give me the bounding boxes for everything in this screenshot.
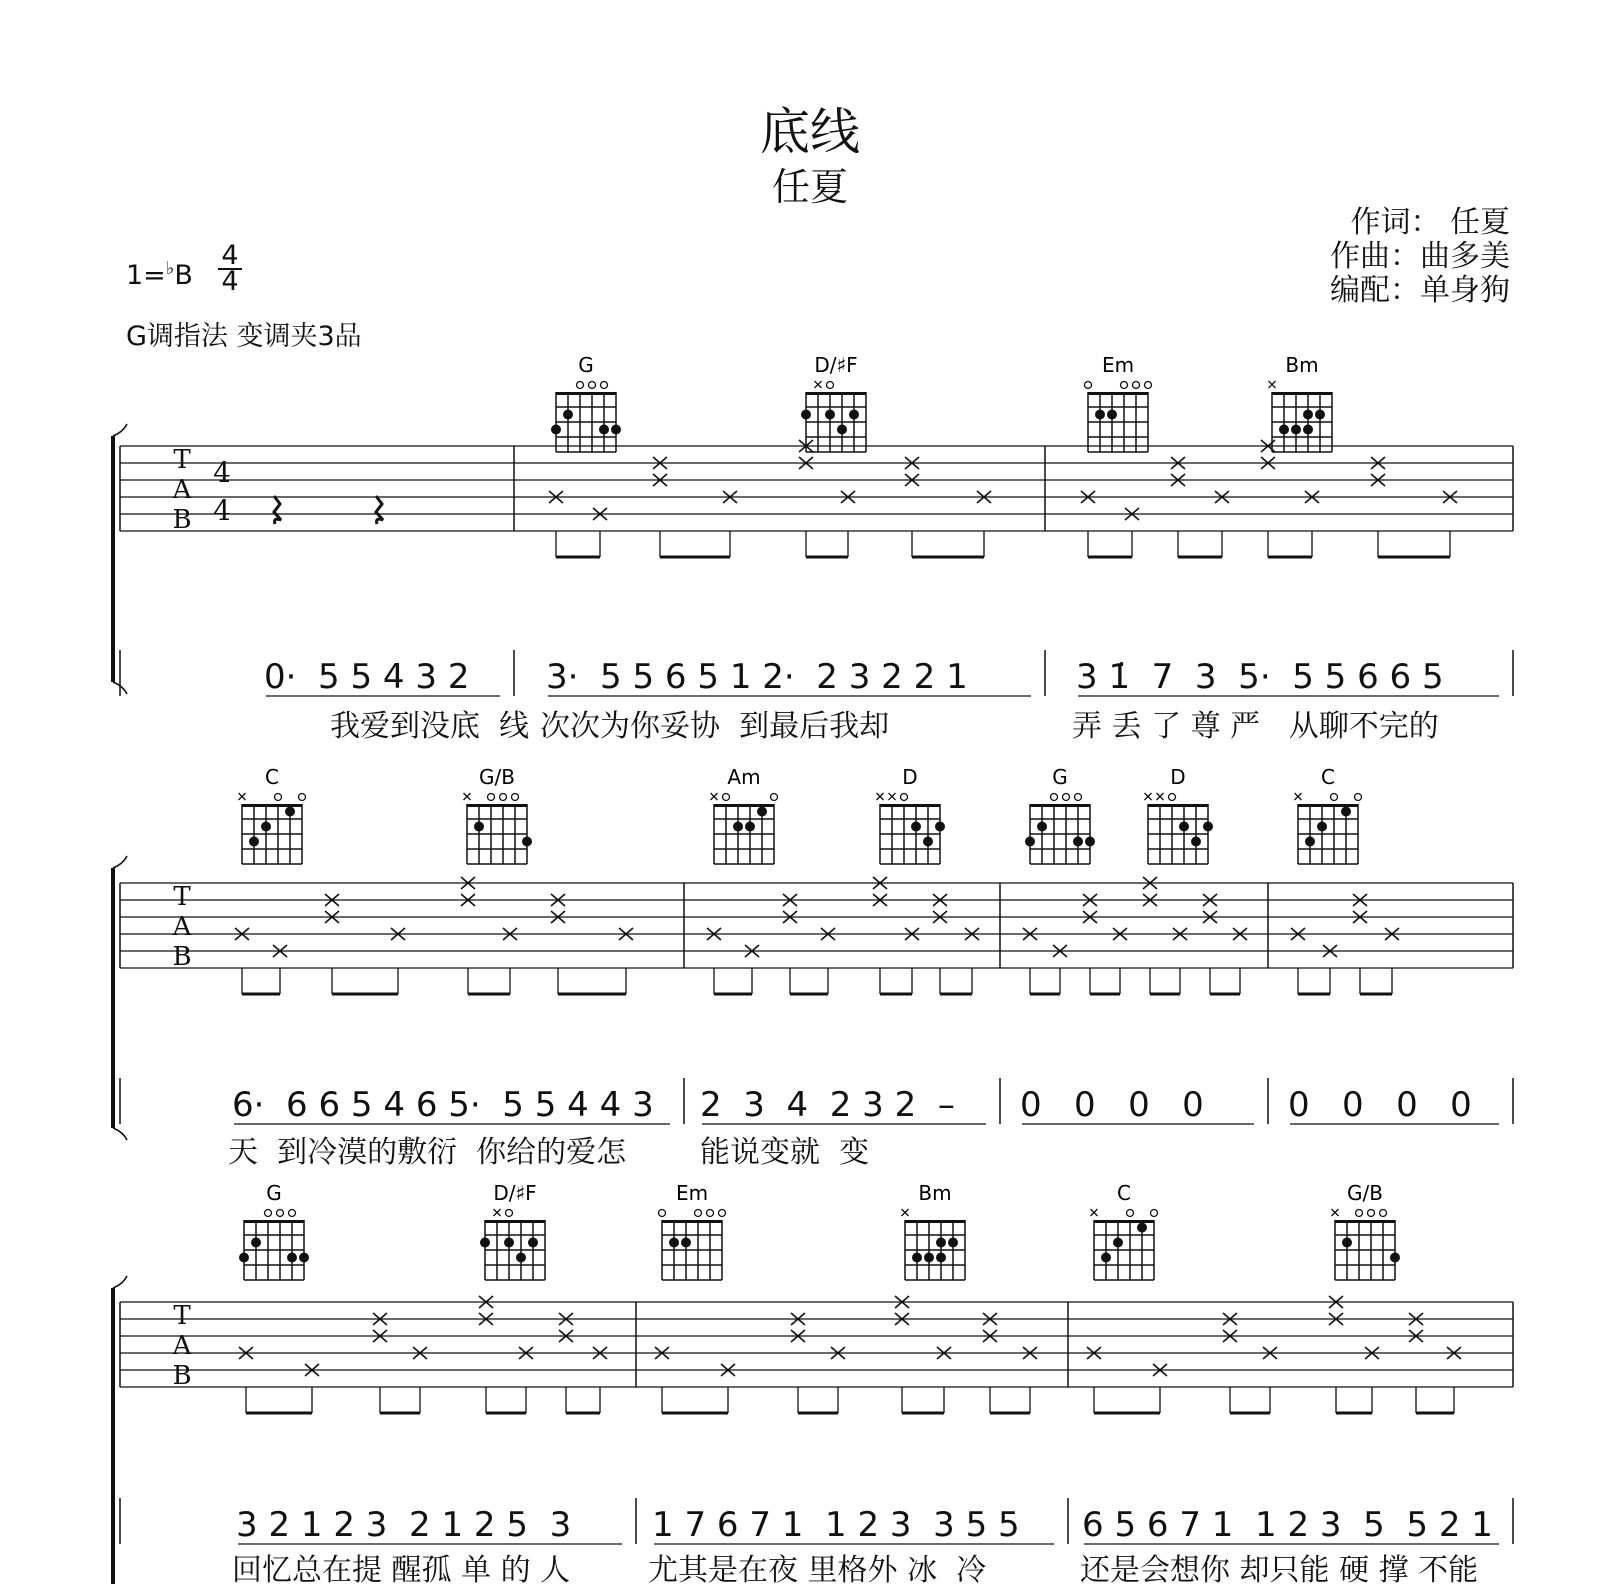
finger-dot — [1095, 410, 1105, 420]
open-string-mark — [1368, 1210, 1375, 1217]
open-string-mark — [488, 794, 495, 801]
finger-dot — [1303, 410, 1313, 420]
finger-dot — [1305, 837, 1315, 847]
open-string-mark — [771, 794, 778, 801]
open-string-mark — [901, 794, 908, 801]
open-string-mark — [695, 1210, 702, 1217]
chord-nut — [467, 804, 527, 807]
lyricist-credit: 作词： 任夏 — [1350, 205, 1510, 240]
finger-dot — [681, 1238, 691, 1248]
finger-dot — [1315, 410, 1325, 420]
numbered-notation: 3· 5 5 6 5 1 2· 2 3 2 2 1 — [546, 657, 968, 697]
open-string-mark — [299, 794, 306, 801]
open-string-mark — [1169, 794, 1176, 801]
tab-clef-letter: A — [172, 912, 192, 942]
chord-nut — [714, 804, 774, 807]
open-string-mark — [1145, 382, 1152, 389]
finger-dot — [1037, 822, 1047, 832]
finger-dot — [1341, 807, 1351, 817]
finger-dot — [480, 1238, 490, 1248]
open-string-mark — [659, 1210, 666, 1217]
numbered-notation: 3 1̇ 7 3 5· 5 5 6 6 5 — [1076, 657, 1444, 697]
capo-instruction: G调指法 变调夹3品 — [126, 321, 362, 352]
key-note: B — [174, 260, 193, 291]
chord-nut — [662, 1220, 722, 1223]
numbered-notation: 2 3 4 2 3 2 – — [700, 1085, 955, 1125]
finger-dot — [924, 1253, 934, 1263]
lyric-line: 回忆总在提 醒孤 单 的 人 — [232, 1553, 571, 1584]
open-string-mark — [265, 1210, 272, 1217]
finger-dot — [935, 822, 945, 832]
tab-clef-letter: A — [172, 1331, 192, 1361]
chord-nut — [1272, 392, 1332, 395]
numbered-notation: 0 0 0 0 — [1288, 1085, 1472, 1125]
open-string-mark — [719, 1210, 726, 1217]
time-top: 4 — [221, 240, 239, 271]
open-string-mark — [1127, 1210, 1134, 1217]
finger-dot — [239, 1253, 249, 1263]
tab-clef-letter: A — [172, 475, 192, 505]
tab-clef-letter: B — [172, 942, 192, 972]
chord-nut — [1094, 1220, 1154, 1223]
open-string-mark — [1085, 382, 1092, 389]
chord-nut — [1088, 392, 1148, 395]
chord-nut — [905, 1220, 965, 1223]
arranger-credit: 编配：单身狗 — [1330, 273, 1510, 308]
chord-name: G/B — [1347, 1181, 1383, 1205]
bracket-curl — [113, 856, 127, 868]
open-string-mark — [1133, 382, 1140, 389]
bracket-curl — [113, 1276, 127, 1288]
finger-dot — [745, 822, 755, 832]
chord-diagram-GB — [464, 765, 533, 864]
finger-dot — [249, 837, 259, 847]
lyric-line: 还是会想你 却只能 硬 撑 不能 — [1080, 1553, 1479, 1584]
finger-dot — [504, 1238, 514, 1248]
lyric-line: 尤其是在夜 里格外 冰 冷 — [648, 1553, 987, 1584]
chord-nut — [485, 1220, 545, 1223]
open-string-mark — [589, 382, 596, 389]
chord-name: C — [1117, 1181, 1131, 1205]
open-string-mark — [506, 1210, 513, 1217]
open-string-mark — [601, 382, 608, 389]
chord-name: G/B — [479, 765, 515, 789]
finger-dot — [1025, 837, 1035, 847]
chord-nut — [244, 1220, 304, 1223]
chord-diagram-D — [877, 765, 946, 864]
song-artist: 任夏 — [771, 165, 848, 209]
open-string-mark — [1356, 1210, 1363, 1217]
chord-diagram-Em — [659, 1181, 726, 1280]
finger-dot — [825, 410, 835, 420]
chord-diagram-D — [1145, 765, 1214, 864]
numbered-notation: 6 5 6 7 1 1 2 3 5 5 2 1 — [1082, 1505, 1493, 1545]
bracket-curl — [113, 1128, 127, 1140]
time-bottom: 4 — [221, 266, 239, 297]
open-string-mark — [1151, 1210, 1158, 1217]
numbered-notation: 3 2 1 2 3 2 1 2 5 3 — [236, 1505, 572, 1545]
open-string-mark — [827, 382, 834, 389]
quarter-rest — [376, 496, 383, 524]
finger-dot — [563, 410, 573, 420]
finger-dot — [1101, 1253, 1111, 1263]
open-string-mark — [500, 794, 507, 801]
finger-dot — [287, 1253, 297, 1263]
finger-dot — [948, 1238, 958, 1248]
finger-dot — [1179, 822, 1189, 832]
open-string-mark — [1380, 1210, 1387, 1217]
chord-diagram-C — [239, 765, 306, 864]
open-string-mark — [577, 382, 584, 389]
finger-dot — [251, 1238, 261, 1248]
chord-name: D/♯F — [493, 1181, 537, 1205]
chord-name: Bm — [918, 1181, 952, 1205]
finger-dot — [911, 822, 921, 832]
finger-dot — [1191, 837, 1201, 847]
finger-dot — [801, 410, 811, 420]
chord-diagram-G — [1025, 765, 1095, 864]
chord-diagram-Bm — [1269, 353, 1333, 452]
open-string-mark — [289, 1210, 296, 1217]
chord-name: Em — [675, 1181, 709, 1205]
open-string-mark — [1063, 794, 1070, 801]
chord-name: Am — [727, 765, 761, 789]
chord-nut — [1148, 804, 1208, 807]
lyric-line: 弄 丢 了 尊 严 从聊不完的 — [1072, 709, 1439, 744]
chord-name: D/♯F — [814, 353, 858, 377]
chord-diagram-C — [1295, 765, 1362, 864]
finger-dot — [757, 807, 767, 817]
key-prefix: 1= — [126, 260, 166, 291]
open-string-mark — [1331, 794, 1338, 801]
tab-clef-letter: B — [172, 1361, 192, 1391]
finger-dot — [611, 425, 621, 435]
tab-clef-letter: T — [173, 882, 191, 912]
numbered-notation: 0 0 0 0 — [1020, 1085, 1204, 1125]
finger-dot — [1317, 822, 1327, 832]
finger-dot — [299, 1253, 309, 1263]
lyric-line: 天 到冷漠的敷衍 你给的爱怎 — [228, 1135, 627, 1170]
chord-diagram-Bm — [902, 1181, 966, 1280]
chord-diagram-C — [1091, 1181, 1158, 1280]
open-string-mark — [277, 1210, 284, 1217]
chord-name: G — [1052, 765, 1068, 789]
lyric-line: 能说变就 变 — [700, 1135, 870, 1170]
finger-dot — [261, 822, 271, 832]
quarter-rest — [274, 496, 281, 524]
finger-dot — [923, 837, 933, 847]
chord-name: D — [1170, 765, 1186, 789]
chord-diagram-GB — [1332, 1181, 1401, 1280]
finger-dot — [1279, 425, 1289, 435]
chord-diagram-G — [239, 1181, 309, 1280]
tab-time-bottom: 4 — [213, 494, 231, 527]
lyric-line: 我爱到没底 线 — [330, 709, 530, 744]
finger-dot — [733, 822, 743, 832]
composer-credit: 作曲：曲多美 — [1330, 239, 1510, 274]
song-title: 底线 — [760, 103, 860, 161]
open-string-mark — [707, 1210, 714, 1217]
finger-dot — [1342, 1238, 1352, 1248]
chord-nut — [880, 804, 940, 807]
finger-dot — [1107, 410, 1117, 420]
chord-diagram-Em — [1085, 353, 1152, 452]
open-string-mark — [512, 794, 519, 801]
flat-sign: ♭ — [165, 258, 175, 279]
chord-nut — [1298, 804, 1358, 807]
chord-name: C — [265, 765, 279, 789]
finger-dot — [528, 1238, 538, 1248]
open-string-mark — [1121, 382, 1128, 389]
finger-dot — [1113, 1238, 1123, 1248]
finger-dot — [516, 1253, 526, 1263]
chord-diagram-DF — [480, 1181, 545, 1280]
chord-name: Em — [1101, 353, 1135, 377]
finger-dot — [669, 1238, 679, 1248]
finger-dot — [936, 1253, 946, 1263]
numbered-notation: 0· 5 5 4 3 2 — [264, 657, 470, 697]
numbered-notation: 6· 6 6 5 4 6 5· 5 5 4 4 3 — [232, 1085, 654, 1125]
finger-dot — [1073, 837, 1083, 847]
finger-dot — [1085, 837, 1095, 847]
numbered-notation: 1 7 6 7 1 1 2 3 3 5 5 — [652, 1505, 1020, 1545]
finger-dot — [1303, 425, 1313, 435]
open-string-mark — [275, 794, 282, 801]
open-string-mark — [1051, 794, 1058, 801]
tab-clef-letter: T — [173, 445, 191, 475]
finger-dot — [912, 1253, 922, 1263]
finger-dot — [1203, 822, 1213, 832]
chord-diagram-Am — [711, 765, 778, 864]
finger-dot — [936, 1238, 946, 1248]
tab-clef-letter: T — [173, 1301, 191, 1331]
tab-clef-letter: B — [172, 505, 192, 535]
chord-nut — [806, 392, 866, 395]
chord-nut — [1335, 1220, 1395, 1223]
chord-name: D — [902, 765, 918, 789]
finger-dot — [522, 837, 532, 847]
open-string-mark — [1355, 794, 1362, 801]
open-string-mark — [723, 794, 730, 801]
finger-dot — [1291, 425, 1301, 435]
finger-dot — [474, 822, 484, 832]
finger-dot — [551, 425, 561, 435]
finger-dot — [837, 425, 847, 435]
finger-dot — [849, 410, 859, 420]
bracket-curl — [113, 424, 127, 436]
finger-dot — [1137, 1223, 1147, 1233]
chord-name: G — [578, 353, 594, 377]
tab-time-top: 4 — [213, 456, 231, 489]
chord-diagram-DF — [801, 353, 866, 452]
finger-dot — [599, 425, 609, 435]
chord-name: C — [1321, 765, 1335, 789]
chord-name: G — [266, 1181, 282, 1205]
open-string-mark — [1075, 794, 1082, 801]
finger-dot — [285, 807, 295, 817]
finger-dot — [1390, 1253, 1400, 1263]
chord-nut — [242, 804, 302, 807]
chord-nut — [1030, 804, 1090, 807]
chord-name: Bm — [1285, 353, 1319, 377]
chord-diagram-G — [551, 353, 621, 452]
lyric-line: 次次为你妥协 到最后我却 — [540, 709, 890, 744]
chord-nut — [556, 392, 616, 395]
